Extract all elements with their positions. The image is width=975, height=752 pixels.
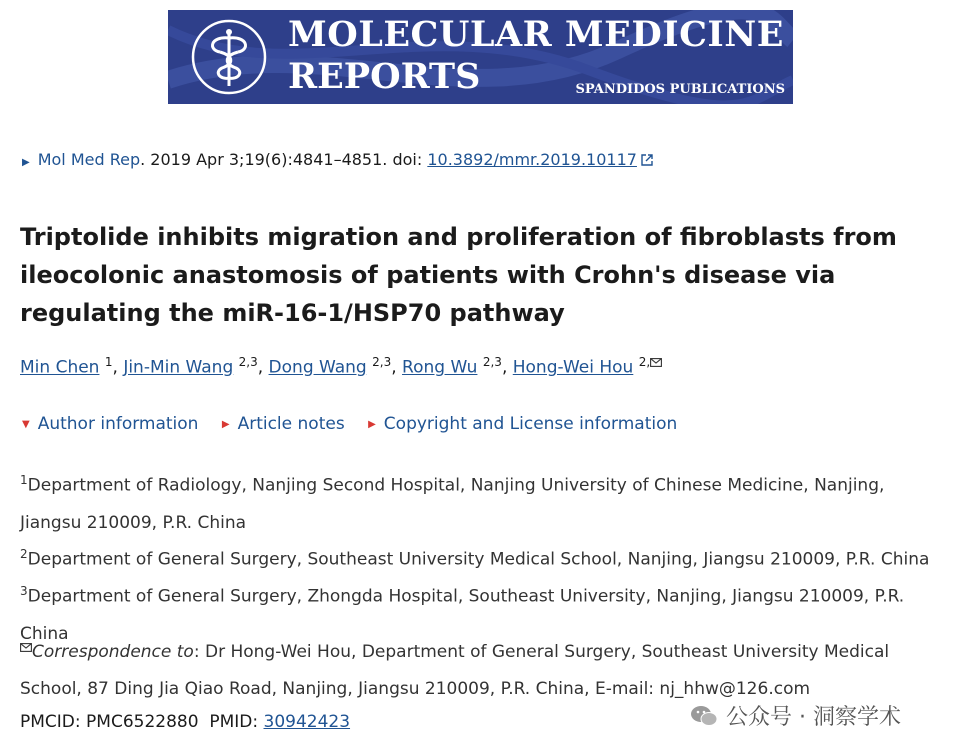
journal-banner	[168, 10, 793, 104]
banner-title-line2: REPORTS	[288, 56, 481, 97]
author-link[interactable]: Dong Wang	[268, 357, 367, 378]
affiliation-sup: 1	[20, 473, 28, 487]
mail-icon[interactable]	[650, 358, 662, 367]
watermark-text: 公众号 · 洞察学术	[726, 705, 901, 730]
triangle-down-icon: ▼	[22, 419, 30, 430]
correspondence-label: Correspondence to	[32, 642, 194, 662]
author-affil-sup: 1	[104, 355, 113, 369]
copyright-link[interactable]: Copyright and License information	[383, 414, 678, 434]
author-information-link[interactable]: Author information	[37, 414, 199, 434]
triangle-right-icon: ▶	[221, 419, 230, 430]
affiliation-text: Department of General Surgery, Zhongda Hospital, Southeast University, Nanjing, Jiangsu 210009, P.R. China	[20, 586, 905, 644]
wechat-icon	[690, 704, 718, 728]
article-ids	[20, 712, 350, 732]
affiliation-sup: 2	[20, 547, 28, 561]
article-info-bar	[22, 414, 695, 434]
journal-link[interactable]: Mol Med Rep	[37, 150, 141, 169]
pmid-link[interactable]: 30942423	[263, 712, 351, 732]
triangle-right-icon[interactable]: ▶	[22, 157, 30, 168]
author-list: Min Chen $^1$, Jin-Min Wang $^{2,3}$, Dong Wang $^{2,3}$, Rong Wu $^{2,3}$, Hong-Wei Hou $^{2,}$	[20, 355, 662, 378]
author-link[interactable]: Rong Wu	[402, 357, 478, 378]
affiliation-1	[20, 462, 940, 542]
author-affil-sup: 2,3	[482, 355, 502, 369]
wechat-watermark	[690, 700, 901, 731]
banner-title-line1: MOLECULAR MEDICINE	[288, 14, 784, 55]
author-link[interactable]: Jin-Min Wang	[123, 357, 234, 378]
author-affil-sup: 2,3	[372, 355, 392, 369]
correspondence-text: : Dr Hong-Wei Hou, Department of General Surgery, Southeast University Medical School, 87 Ding Jia Qiao Road, Nanjing, Jiangsu 210009, P.R. China, E-mail: nj_hhw@126.com	[20, 642, 890, 699]
author-affil-sup: 2,3	[238, 355, 258, 369]
correspondence	[20, 634, 950, 708]
affiliation-sup: 3	[20, 584, 28, 598]
banner-publisher: SPANDIDOS PUBLICATIONS	[575, 82, 785, 97]
triangle-right-icon: ▶	[368, 419, 376, 430]
pmid-label: PMID:	[209, 712, 264, 732]
author-affil-sup: 2,	[638, 355, 651, 369]
author-link[interactable]: Min Chen	[20, 357, 100, 378]
article-notes-link[interactable]: Article notes	[237, 414, 345, 434]
external-link-icon[interactable]	[641, 154, 653, 166]
caduceus-logo-icon	[190, 18, 268, 96]
author-link[interactable]: Hong-Wei Hou	[512, 357, 634, 378]
pmcid: PMCID: PMC6522880	[20, 712, 199, 732]
article-title: Triptolide inhibits migration and proliferation of fibroblasts from ileocolonic anastomosis of patients with Crohn's disease via regulating the miR-16-1/HSP70 pathway	[20, 223, 897, 327]
doi-link[interactable]: 10.3892/mmr.2019.10117	[427, 150, 637, 169]
copyright-toggle[interactable]	[368, 414, 677, 434]
citation-line	[22, 150, 653, 169]
citation-details: . 2019 Apr 3;19(6):4841–4851. doi:	[140, 150, 428, 169]
author-information-toggle[interactable]	[22, 414, 198, 434]
affiliation-text: Department of Radiology, Nanjing Second Hospital, Nanjing University of Chinese Medicine, Nanjing, Jiangsu 210009, P.R. China	[20, 475, 885, 533]
affiliation-text: Department of General Surgery, Southeast University Medical School, Nanjing, Jiangsu 210009, P.R. China	[27, 549, 930, 570]
article-notes-toggle[interactable]	[222, 414, 345, 434]
mail-icon	[20, 643, 32, 652]
